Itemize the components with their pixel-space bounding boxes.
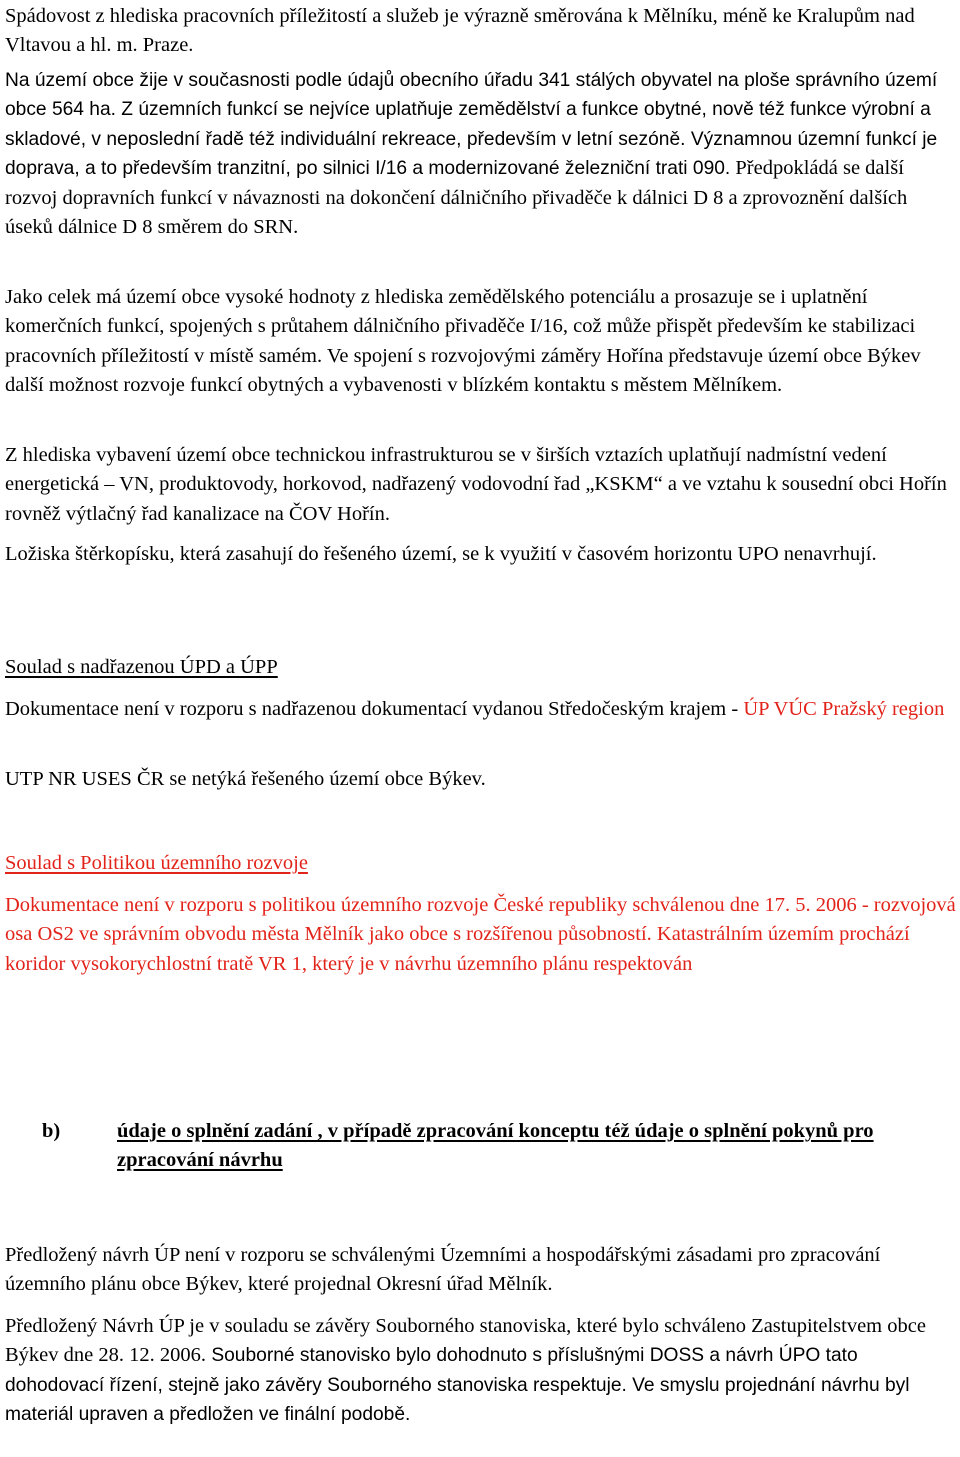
population-text-d: Předpokládá se další rozvoj dopravních funkcí v návaznosti na dokončení dálničního přivaděče k dálnici D 8 a zprovoznění dalších úseků dálnice D 8 směrem do SRN. bbox=[5, 157, 908, 239]
section-b-title: údaje o splnění zadání , v případě zpracování konceptu též údaje o splnění pokynů pro zpracování návrhu bbox=[117, 1120, 874, 1172]
paragraph-spadovost-text: Spádovost z hlediska pracovních příležitostí a služeb je výrazně směrována k Mělníku, méně ke Kralupům nad Vltavou a hl. m. Praze. bbox=[5, 5, 915, 57]
heading-soulad-politika-text: Soulad s Politikou územního rozvoje bbox=[5, 852, 308, 874]
heading-soulad-politika bbox=[5, 849, 957, 878]
paragraph-spadovost bbox=[5, 2, 957, 61]
paragraph-policy bbox=[5, 891, 957, 979]
population-text-a: Na území obce žije v současnosti podle údajů obecního úřadu 341 stálých obyvatel na ploše správního území obce 564 ha. bbox=[5, 70, 938, 121]
proposal-stanovisko-text-b: Souborné stanovisko bylo dohodnuto s příslušnými DOSS a návrh ÚPO tato dohodovací řízení, stejně jako závěry Souborného stanoviska respektuje. Ve smyslu projednání návrhu byl materiál upraven a předložen ve finální podobě. bbox=[5, 1345, 910, 1426]
section-b-heading bbox=[5, 1117, 957, 1177]
upd-vuc-region-text: ÚP VÚC Pražský region bbox=[743, 698, 945, 720]
paragraph-proposal-zasady-text: Předložený návrh ÚP není v rozporu se schválenými Územními a hospodářskými zásadami pro zpracování územního plánu obce Býkev, které projednal Okresní úřad Mělník. bbox=[5, 1244, 881, 1296]
proposal-stanovisko-text-a: Předložený Návrh ÚP je v souladu se závěry Souborného stanoviska, které bylo schváleno Zastupitelstvem obce Býkev dne 28. 12. 2006. bbox=[5, 1315, 926, 1367]
paragraph-gravel-text: Ložiska štěrkopísku, která zasahují do řešeného území, se k využití v časovém horizontu UPO nenavrhují. bbox=[5, 543, 877, 565]
paragraph-upd-conformity bbox=[5, 695, 957, 724]
paragraph-utp-text: UTP NR USES ČR se netýká řešeného území obce Býkev. bbox=[5, 768, 486, 790]
paragraph-potential bbox=[5, 283, 957, 401]
paragraph-population bbox=[5, 66, 957, 242]
paragraph-potential-text: Jako celek má území obce vysoké hodnoty z hlediska zemědělského potenciálu a prosazuje se i uplatnění komerčních funkcí, spojených s průtahem dálničního přivaděče I/16, což může přispět především ke stabilizaci pracovních příležitostí v místě samém. Ve spojení s rozvojovými záměry Hořína představuje území obce Býkev další možnost rozvoje funkcí obytných a vybavenosti v blízkém kontaktu s městem Mělníkem. bbox=[5, 286, 921, 397]
paragraph-infrastructure-text: Z hlediska vybavení území obce technickou infrastrukturou se v širších vztazích uplatňují nadmístní vedení energetická – VN, produktovody, horkovod, nadřazený vodovodní řad „KSKM“ a ve vztahu k sousední obci Hořín rovněž výtlačný řad kanalizace na ČOV Hořín. bbox=[5, 444, 947, 525]
heading-soulad-upd bbox=[5, 653, 957, 682]
heading-soulad-upd-text: Soulad s nadřazenou ÚPD a ÚPP bbox=[5, 656, 278, 678]
paragraph-proposal-stanovisko bbox=[5, 1312, 957, 1430]
paragraph-policy-text: Dokumentace není v rozporu s politikou územního rozvoje České republiky schválenou dne 17. 5. 2006 - rozvojová osa OS2 ve správním obvodu města Mělník jako obce s rozšířenou působností. Katastrálním územím prochází koridor vysokorychlostní tratě VR 1, který je v návrhu územního plánu respektován bbox=[5, 894, 956, 975]
paragraph-utp bbox=[5, 765, 957, 794]
population-text-b: Z územních funkcí se nejvíce uplatňuje zemědělství a funkce obytné, nově též funkce výrobní a skladové, v neposlední řadě též individuální rekreace, především v letní sezóně. bbox=[5, 99, 931, 150]
population-text-c: Významnou územní funkcí je doprava, a to především tranzitní, po silnici I/16 a modernizované železniční trati 090. bbox=[5, 128, 938, 180]
paragraph-proposal-zasady bbox=[5, 1241, 957, 1300]
upd-conformity-text: Dokumentace není v rozporu s nadřazenou dokumentací vydanou Středočeským krajem - bbox=[5, 698, 744, 720]
paragraph-infrastructure bbox=[5, 441, 957, 529]
paragraph-gravel bbox=[5, 540, 957, 569]
section-b-letter: b) bbox=[42, 1120, 61, 1142]
